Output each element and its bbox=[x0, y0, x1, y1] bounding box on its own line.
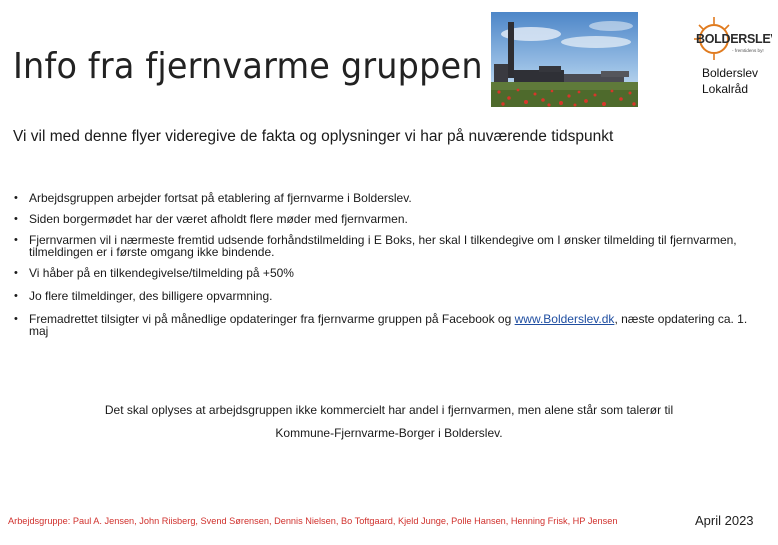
workgroup-members: Arbejdsgruppe: Paul A. Jensen, John Riisberg, Svend Sørensen, Dennis Nielsen, Bo Toftgaard, Kjeld Junge, Polle Hansen, Henning Frisk, HP Jensen bbox=[8, 516, 618, 526]
bullet-list bbox=[14, 192, 759, 337]
list-item: • Fremadrettet tilsigter vi på månedlige opdateringer fra fjernvarme gruppen på Facebook og www.Bolderslev.dk, næste opdatering ca. 1. maj bbox=[14, 312, 748, 338]
subtitle: Vi vil med denne flyer videregive de fakta og oplysninger vi har på nuværende tidspunkt bbox=[13, 128, 614, 145]
page-title: Info fra fjernvarme gruppen bbox=[13, 46, 483, 87]
list-item: • Siden borgermødet har der været afholdt flere møder med fjernvarmen. bbox=[14, 212, 408, 226]
bullet-icon: • bbox=[14, 290, 18, 302]
bullet-icon: • bbox=[14, 213, 18, 225]
disclaimer-line-1: Det skal oplyses at arbejdsgruppen ikke kommercielt har andel i fjernvarmen, men alene står som talerør til bbox=[104, 403, 674, 417]
org-line-2: Lokalråd bbox=[702, 82, 749, 96]
bullet-icon: • bbox=[14, 234, 18, 246]
list-item: • Vi håber på en tilkendegivelse/tilmelding på +50% bbox=[14, 266, 294, 280]
bullet-icon: • bbox=[14, 192, 18, 204]
org-line-1: Bolderslev bbox=[702, 66, 759, 80]
bolderslev-website-link[interactable]: www.Bolderslev.dk bbox=[514, 312, 615, 326]
list-item: • Fjernvarmen vil i nærmeste fremtid udsende forhåndstilmelding i E Boks, her skal I tilkendegive om I ønsker tilmelding til fjernvarmen, tilmeldingen er i første omgang ikke bindende. bbox=[14, 233, 737, 259]
svg-text:BOLDERSLEV: BOLDERSLEV bbox=[696, 32, 772, 46]
svg-text:- fremtidens by!: - fremtidens by! bbox=[732, 48, 764, 53]
disclaimer-line-2: Kommune-Fjernvarme-Borger i Bolderslev. bbox=[275, 426, 503, 440]
bullet-icon: • bbox=[14, 267, 18, 279]
bullet-icon: • bbox=[14, 313, 18, 325]
bolderslev-logo bbox=[686, 14, 772, 60]
list-item: • Arbejdsgruppen arbejder fortsat på etablering af fjernvarme i Bolderslev. bbox=[14, 191, 412, 205]
organization-name bbox=[702, 65, 758, 97]
list-item: • Jo flere tilmeldinger, des billigere opvarmning. bbox=[14, 289, 273, 303]
power-plant-photo bbox=[491, 12, 638, 107]
publication-date: April 2023 bbox=[695, 513, 754, 528]
